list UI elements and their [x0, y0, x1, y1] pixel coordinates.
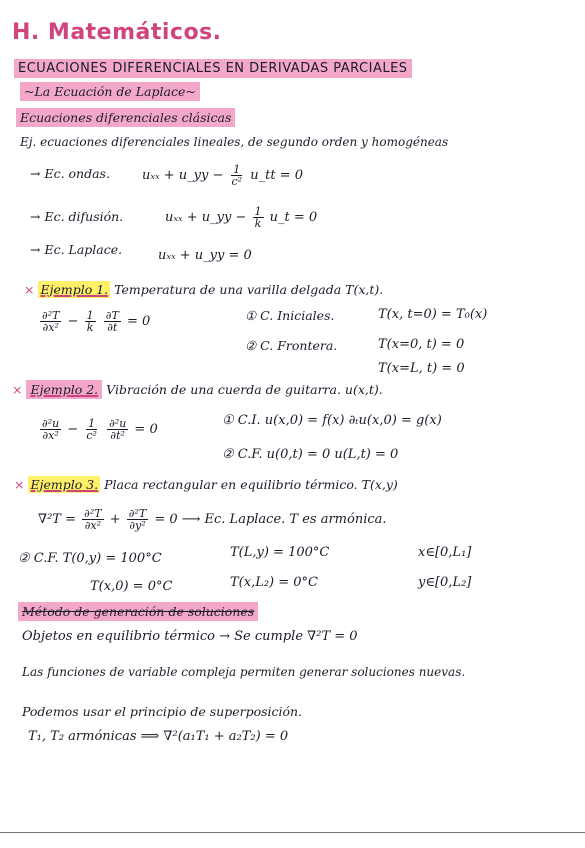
page-divider: [0, 832, 585, 833]
section-title: [14, 62, 412, 75]
ex3-plus: +: [109, 512, 121, 527]
eq-waves-frac-num: 1: [233, 163, 241, 176]
ex2-frac-1-num: ∂²u: [42, 417, 60, 430]
ex1-tail: = 0: [126, 314, 151, 329]
page-title: H. Matemáticos.: [12, 20, 222, 45]
example-1-label: Ejemplo 1.: [40, 282, 109, 297]
example-2-header: [12, 384, 383, 397]
method-line-4: T₁, T₂ armónicas ⟹ ∇²(a₁T₁ + a₂T₂) = 0: [28, 729, 289, 744]
ex1-frac-1-den: ∂x²: [42, 321, 59, 334]
example-3-label: Ejemplo 3.: [30, 477, 99, 492]
ex3-frac-1-den: ∂x²: [84, 519, 101, 532]
ex1-frac-1: [40, 310, 61, 333]
example-2-equation: [38, 418, 158, 441]
ex1-cond-boundary-1: T(x=0, t) = 0: [378, 337, 465, 352]
eq-diffusion-frac-den: k: [254, 217, 262, 230]
bullet-icon: ×: [14, 477, 25, 492]
classic-heading: [16, 112, 235, 125]
ex3-frac-2: [127, 508, 148, 531]
ex3-frac-2-num: ∂²T: [128, 507, 147, 520]
example-2-label: Ejemplo 2.: [26, 380, 102, 399]
ex1-frac-2-den: k: [86, 321, 94, 334]
ex2-frac-2-den: c²: [86, 429, 97, 442]
eq-laplace: uₓₓ + u_yy = 0: [158, 248, 252, 263]
ex3-tail: = 0 ⟶ Ec. Laplace. T es armónica.: [154, 512, 387, 527]
ex3-cf-5: T(x,L₂) = 0°C: [230, 575, 318, 590]
ex1-cond-initial: T(x, t=0) = T₀(x): [378, 307, 488, 322]
ex2-frac-1: [40, 418, 61, 441]
ex3-lhs: ∇²T =: [38, 512, 76, 527]
eq-diffusion-frac-num: 1: [254, 205, 262, 218]
ex3-cf-2: T(L,y) = 100°C: [230, 545, 330, 560]
section-subtitle: [20, 86, 200, 99]
ex2-frac-3-den: ∂t²: [110, 429, 125, 442]
eq-waves-tail: u_tt = 0: [250, 168, 303, 183]
example-1-desc: Temperatura de una varilla delgada T(x,t).: [114, 282, 384, 297]
ex1-frac-1-num: ∂²T: [42, 309, 60, 322]
ex3-cf-6: y∈[0,L₂]: [418, 575, 472, 590]
eq-waves-label: → Ec. ondas.: [30, 166, 110, 181]
ex3-cf-4: T(x,0) = 0°C: [90, 579, 173, 594]
ex1-frac-3-num: ∂T: [105, 309, 119, 322]
ex1-cond-boundary-2: T(x=L, t) = 0: [378, 361, 465, 376]
ex3-frac-1: [82, 508, 103, 531]
eq-waves-body: uₓₓ + u_yy −: [142, 168, 224, 183]
ex1-frac-2: [85, 310, 96, 333]
ex1-minus: −: [67, 314, 79, 329]
eq-waves-frac: [230, 164, 245, 187]
ex2-frac-2: [84, 418, 99, 441]
ex2-frac-1-den: ∂x²: [42, 429, 59, 442]
classic-heading-text: Ecuaciones diferenciales clásicas: [16, 108, 235, 127]
ex2-minus: −: [67, 422, 79, 437]
method-line-2: Las funciones de variable compleja permiten generar soluciones nuevas.: [22, 665, 466, 679]
example-3-header: [14, 479, 398, 492]
example-1-header: [24, 284, 383, 297]
example-2-desc: Vibración de una cuerda de guitarra. u(x,t).: [106, 382, 383, 397]
ex2-frac-3: [107, 418, 128, 441]
ex1-frac-3-den: ∂t: [107, 321, 118, 334]
ex3-cf-3: x∈[0,L₁]: [418, 545, 472, 560]
method-heading-text: Método de generación de soluciones: [18, 602, 258, 621]
eq-diffusion-body: uₓₓ + u_yy −: [165, 210, 247, 225]
method-line-1: Objetos en equilibrio térmico → Se cumple ∇²T = 0: [22, 629, 358, 644]
ex1-cond-initial-label: ① C. Iniciales.: [245, 308, 335, 323]
example-3-equation: [38, 508, 387, 531]
method-line-3: Podemos usar el principio de superposición.: [22, 704, 303, 719]
ex3-frac-1-num: ∂²T: [84, 507, 102, 520]
eq-diffusion-frac: [253, 206, 264, 229]
ex3-frac-2-den: ∂y²: [129, 519, 146, 532]
example-3-desc: Placa rectangular en equilibrio térmico. T(x,y): [104, 477, 398, 492]
bullet-icon: ×: [24, 282, 35, 297]
eq-waves: [142, 164, 303, 187]
ex2-cond-boundary: ② C.F. u(0,t) = 0 u(L,t) = 0: [222, 447, 399, 462]
eq-laplace-label: → Ec. Laplace.: [30, 242, 123, 257]
ex1-frac-2-num: 1: [86, 309, 94, 322]
ex1-frac-3: [104, 310, 121, 333]
bullet-icon: ×: [12, 382, 23, 397]
method-heading: [18, 606, 258, 619]
ex2-cond-initial: ① C.I. u(x,0) = f(x) ∂ₜu(x,0) = g(x): [222, 413, 442, 428]
eq-waves-frac-den: c²: [231, 175, 243, 188]
classic-intro: Ej. ecuaciones diferenciales lineales, de segundo orden y homogéneas: [20, 135, 449, 149]
ex1-cond-boundary-label: ② C. Frontera.: [245, 338, 338, 353]
eq-diffusion-tail: u_t = 0: [269, 210, 318, 225]
example-1-equation: [38, 310, 150, 333]
section-subtitle-text: ~La Ecuación de Laplace~: [20, 82, 200, 101]
ex2-frac-3-num: ∂²u: [109, 417, 127, 430]
eq-diffusion-label: → Ec. difusión.: [30, 209, 124, 224]
ex3-cf-1: ② C.F. T(0,y) = 100°C: [18, 551, 162, 566]
eq-diffusion: [165, 206, 317, 229]
section-title-text: ECUACIONES DIFERENCIALES EN DERIVADAS PARCIALES: [14, 59, 412, 78]
ex2-tail: = 0: [134, 422, 158, 437]
ex2-frac-2-num: 1: [88, 417, 96, 430]
